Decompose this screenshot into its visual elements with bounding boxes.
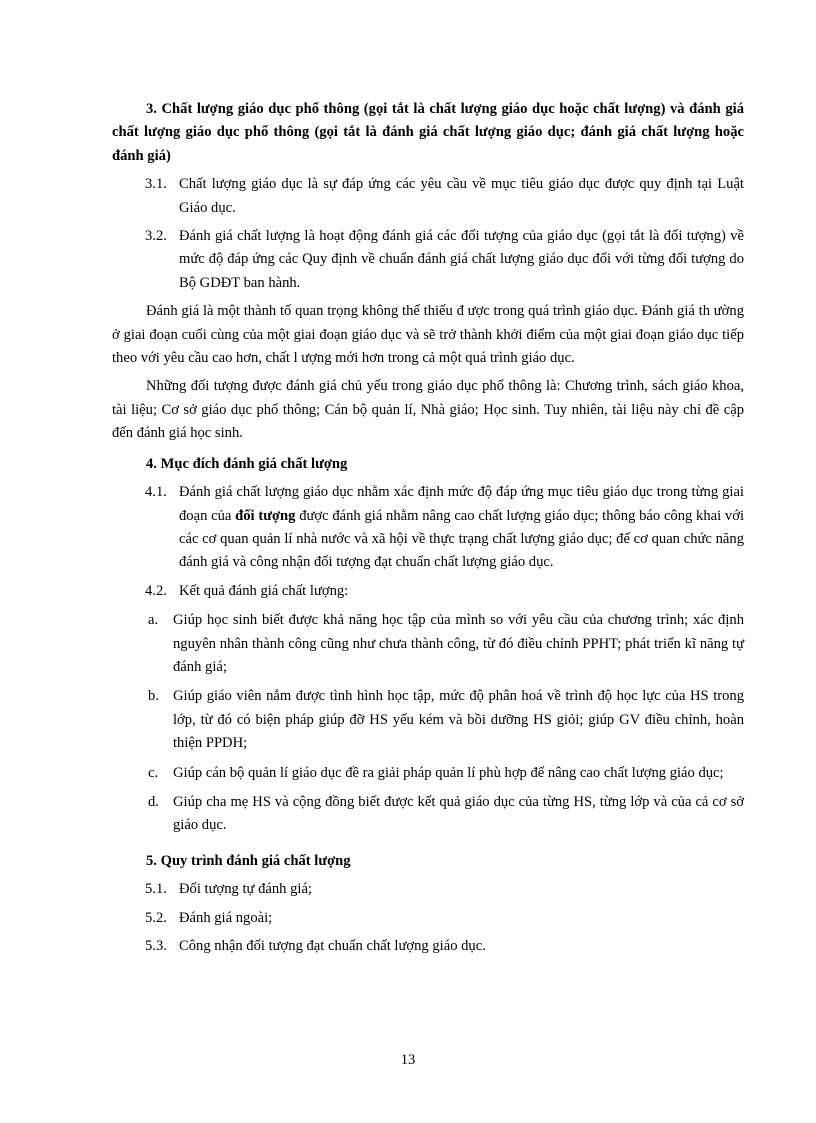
item-text-bold: đối tượng <box>235 507 296 524</box>
item-4-1 <box>112 481 744 575</box>
item-number: 3.2. <box>145 228 167 245</box>
item-3-1 <box>112 173 744 220</box>
item-text: Kết quả đánh giá chất lượng: <box>179 582 349 599</box>
section-3-heading: 3. Chất lượng giáo dục phổ thông (gọi tắt là chất lượng giáo dục hoặc chất lượng) và đánh giá chất lượng giáo dục phổ thông (gọi tắt là đánh giá chất lượng giáo dục; đánh giá chất lượng hoặc đánh giá) <box>112 101 744 164</box>
paragraph-assessment-subjects: Những đối tượng được đánh giá chủ yếu trong giáo dục phổ thông là: Chương trình, sách giáo khoa, tài liệu; Cơ sở giáo dục phổ thông; Cán bộ quản lí, Nhà giáo; Học sinh. Tuy nhiên, tài liệu này chỉ đề cập đến đánh giá học sinh. <box>112 378 744 442</box>
step-number: 5.2. <box>145 909 167 926</box>
page-number: 13 <box>400 1052 416 1068</box>
item-text-after: được đánh giá nhằm nâng cao chất lượng giáo dục; thông báo công khai với các cơ quan quản lí nhà nước và xã hội về thực trạng chất lượng giáo dục; để cơ quan chức năng đánh giá và công nhận đối tượng đạt chuẩn chất lượng giáo dục. <box>179 507 745 571</box>
step-number: 5.3. <box>145 938 167 954</box>
list-item <box>112 762 744 785</box>
step-5-1 <box>112 878 744 901</box>
list-item-label: a. <box>148 612 159 629</box>
item-4-2 <box>112 580 744 603</box>
list-item-text: Giúp cán bộ quản lí giáo dục đề ra giải pháp quản lí phù hợp để nâng cao chất lượng giáo dục; <box>173 764 724 781</box>
step-text: Đối tượng tự đánh giá; <box>179 881 312 898</box>
step-text: Công nhận đối tượng đạt chuẩn chất lượng giáo dục. <box>179 938 486 954</box>
paragraph-assessment-role: Đánh giá là một thành tố quan trọng không thể thiếu đ ược trong quá trình giáo dục. Đánh giá th ường ở giai đoạn cuối cùng của một giai đoạn giáo dục và sẽ trở thành khởi điểm của một giai đoạn giáo dục tiếp theo với yêu cầu cao hơn, chất l ượng mới hơn trong cả một quá trình giáo dục. <box>112 303 744 367</box>
list-item-text: Giúp giáo viên nắm được tình hình học tập, mức độ phân hoá về trình độ học lực của HS trong lớp, từ đó có biện pháp giúp đỡ HS yếu kém và bồi dưỡng HS giỏi; giúp GV điều chỉnh, hoàn thiện PPDH; <box>173 688 744 752</box>
list-item-label: b. <box>148 688 159 705</box>
step-5-3 <box>112 935 744 958</box>
list-item <box>112 609 744 679</box>
item-text: Đánh giá chất lượng là hoạt động đánh giá các đối tượng của giáo dục (gọi tắt là đối tượng) về mức độ đáp ứng các Quy định về chuẩn đánh giá chất lượng giáo dục đối với từng đối tượng do Bộ GDĐT ban hành. <box>179 228 744 291</box>
item-number: 4.1. <box>145 484 167 501</box>
item-text <box>179 481 744 575</box>
step-5-2 <box>112 907 744 930</box>
step-text: Đánh giá ngoài; <box>179 909 273 926</box>
item-3-2 <box>112 225 744 295</box>
item-number: 4.2. <box>145 582 167 599</box>
list-item <box>112 685 744 755</box>
step-number: 5.1. <box>145 881 167 898</box>
results-list <box>112 609 744 838</box>
list-item-text: Giúp học sinh biết được khả năng học tập của mình so với yêu cầu của chương trình; xác định nguyên nhân thành công cũng như chưa thành công, từ đó điều chỉnh PPHT; phát triển kĩ năng tự đánh giá; <box>173 612 744 675</box>
item-number: 3.1. <box>145 176 167 193</box>
list-item-text: Giúp cha mẹ HS và cộng đồng biết được kết quả giáo dục của từng HS, từng lớp và của cả cơ sở giáo dục. <box>173 793 744 834</box>
list-item <box>112 791 744 838</box>
section-4-heading: 4. Mục đích đánh giá chất lượng <box>146 455 348 472</box>
item-text-before: Đánh giá chất lượng giáo dục nhằm xác định mức độ đáp ứng mục tiêu giáo dục trong từng giai đoạn của <box>179 484 744 524</box>
section-5-heading: 5. Quy trình đánh giá chất lượng <box>146 852 351 869</box>
item-text: Chất lượng giáo dục là sự đáp ứng các yêu cầu về mục tiêu giáo dục được quy định tại Luật Giáo dục. <box>179 176 744 216</box>
list-item-label: c. <box>148 764 159 781</box>
document-page <box>112 98 744 958</box>
list-item-label: d. <box>148 793 159 810</box>
